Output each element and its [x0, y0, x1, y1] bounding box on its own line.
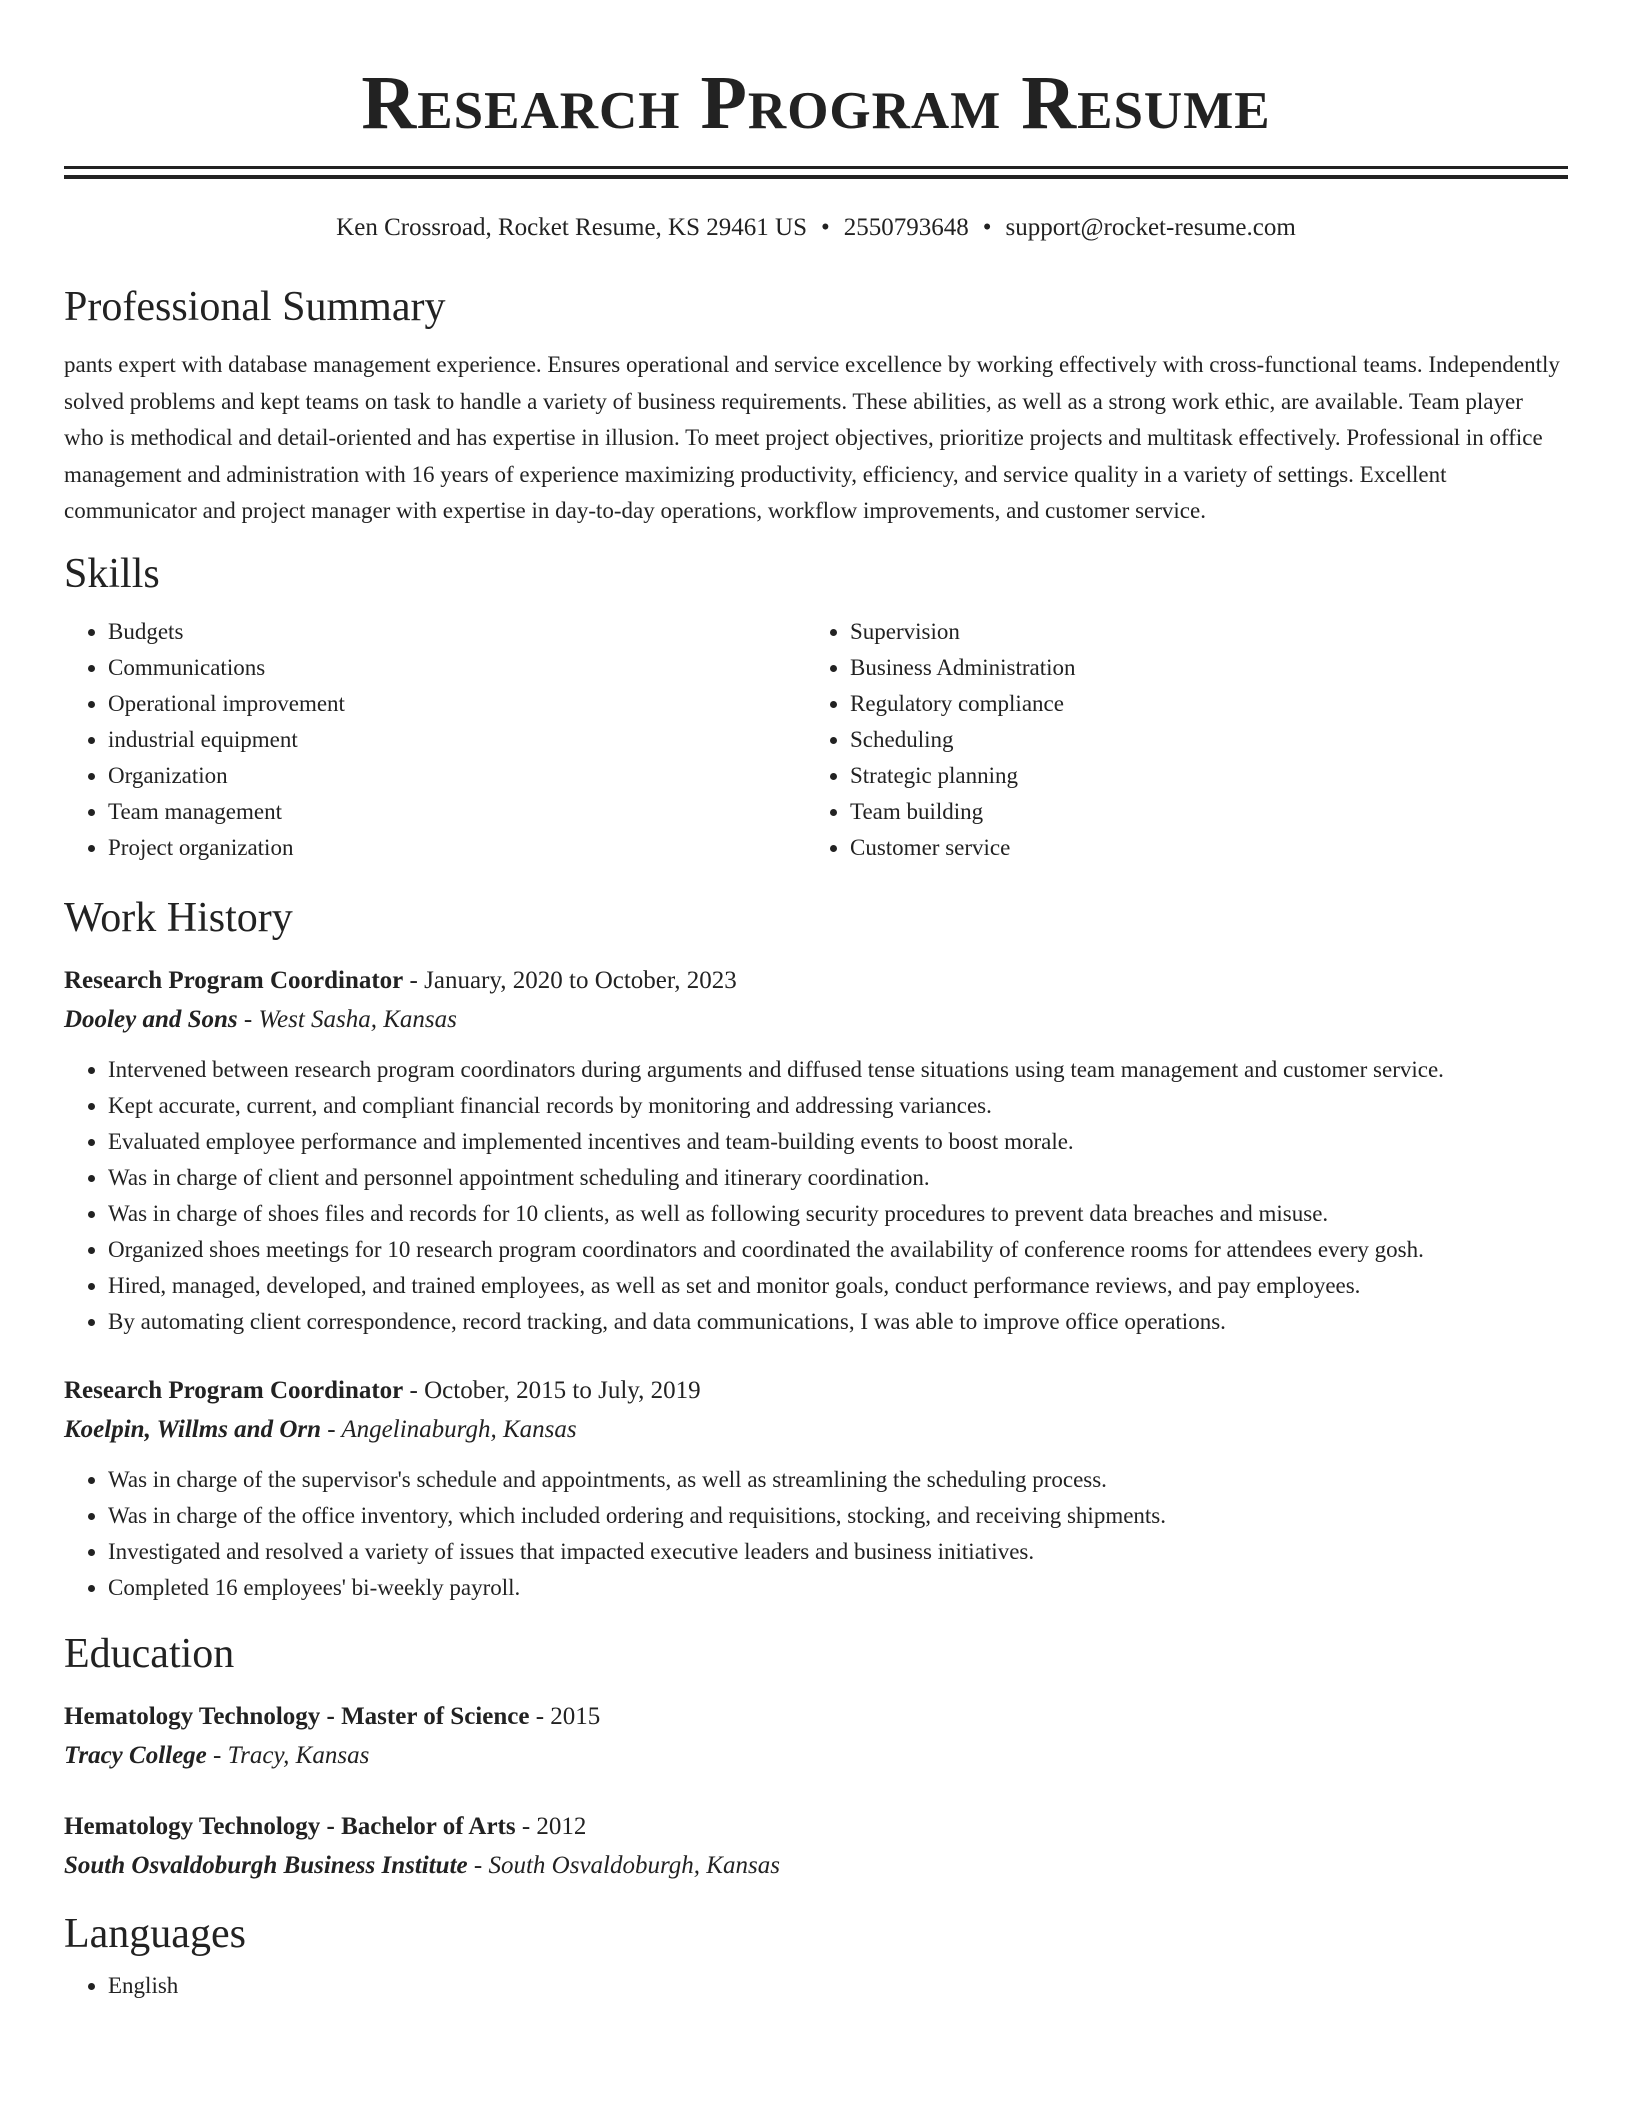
education-heading: Education [64, 1630, 235, 1677]
skill-item: • Communications [108, 650, 806, 686]
job-bullet: • Organized shoes meetings for 10 research program coordinators and coordinated the availability of conference rooms for attendees every gosh. [108, 1232, 1568, 1268]
resume-page [64, 0, 1568, 2004]
employer-line [64, 1000, 1568, 1040]
skills-list [64, 614, 1568, 866]
skill-item: • Scheduling [850, 722, 1548, 758]
job-bullet: • Was in charge of client and personnel appointment scheduling and itinerary coordination. [108, 1160, 1568, 1196]
skill-item: • Project organization [108, 830, 806, 866]
employer-location: - Angelinaburgh, Kansas [321, 1415, 577, 1443]
job-dates: - October, 2015 to July, 2019 [403, 1376, 701, 1404]
employer-name: Dooley and Sons [64, 1005, 238, 1033]
contact-address: Ken Crossroad, Rocket Resume, KS 29461 US [336, 214, 807, 241]
employer-location: - West Sasha, Kansas [237, 1005, 457, 1033]
education-entry [64, 1808, 1568, 1886]
skill-item: • Customer service [850, 830, 1548, 866]
skill-item: • Supervision [850, 614, 1548, 650]
skill-item: • industrial equipment [108, 722, 806, 758]
skill-item: • Team building [850, 794, 1548, 830]
languages-list [64, 1968, 1568, 2004]
school-name: Tracy College [64, 1741, 207, 1769]
job-dates: - January, 2020 to October, 2023 [403, 966, 737, 994]
job-title: Research Program Coordinator [64, 966, 404, 994]
degree-line [64, 1698, 1568, 1736]
job-bullet: • Was in charge of shoes files and records for 10 clients, as well as following security procedures to prevent data breaches and misuse. [108, 1196, 1568, 1232]
job-bullets [64, 1052, 1568, 1340]
school-line [64, 1846, 1568, 1886]
job-bullet: • Completed 16 employees' bi-weekly payroll. [108, 1570, 1568, 1606]
education-entry [64, 1698, 1568, 1776]
languages-heading: Languages [64, 1910, 246, 1957]
job-bullet: • Was in charge of the office inventory, which included ordering and requisitions, stocking, and receiving shipments. [108, 1498, 1568, 1534]
skills-column-right [806, 614, 1548, 866]
skill-item: • Operational improvement [108, 686, 806, 722]
job-bullet: • Was in charge of the supervisor's schedule and appointments, as well as streamlining the scheduling process. [108, 1462, 1568, 1498]
employer-name: Koelpin, Willms and Orn [64, 1415, 322, 1443]
degree-name: Hematology Technology - Master of Science [64, 1702, 530, 1730]
job-entry [64, 962, 1568, 1340]
resume-title: Research Program Resume [361, 61, 1271, 145]
job-bullet: • Kept accurate, current, and compliant financial records by monitoring and addressing variances. [108, 1088, 1568, 1124]
job-bullet: • Intervened between research program coordinators during arguments and diffused tense situations using team management and customer service. [108, 1052, 1568, 1088]
contact-separator: • [820, 214, 830, 241]
job-bullet: • By automating client correspondence, record tracking, and data communications, I was able to improve office operations. [108, 1304, 1568, 1340]
skill-item: • Regulatory compliance [850, 686, 1548, 722]
skill-item: • Organization [108, 758, 806, 794]
work-history-heading: Work History [64, 894, 293, 941]
school-location: - South Osvaldoburgh, Kansas [467, 1851, 780, 1879]
skills-heading: Skills [64, 550, 160, 597]
skill-item: • Business Administration [850, 650, 1548, 686]
language-item: • English [108, 1968, 1568, 2004]
degree-line [64, 1808, 1568, 1846]
contact-phone: 2550793648 [843, 214, 969, 241]
summary-text: pants expert with database management experience. Ensures operational and service excellence by working effectively with cross-functional teams. Independently solved problems and kept teams on task to handle a variety of business requirements. These abilities, as well as a strong work ethic, are available. Team player who is methodical and detail-oriented and has expertise in illusion. To meet project objectives, prioritize projects and multitask effectively. Professional in office management and administration with 16 years of experience maximizing productivity, efficiency, and service quality in a variety of settings. Excellent communicator and project manager with expertise in day-to-day operations, workflow improvements, and customer service. [64, 352, 1560, 523]
contact-line [64, 213, 1568, 243]
degree-year: - 2012 [515, 1812, 587, 1840]
school-name: South Osvaldoburgh Business Institute [64, 1851, 468, 1879]
skills-column-left [64, 614, 806, 866]
job-bullets [64, 1462, 1568, 1606]
degree-name: Hematology Technology - Bachelor of Arts [64, 1812, 516, 1840]
contact-separator: • [982, 214, 992, 241]
school-line [64, 1736, 1568, 1776]
school-location: - Tracy, Kansas [206, 1741, 370, 1769]
job-bullet: • Hired, managed, developed, and trained employees, as well as set and monitor goals, conduct performance reviews, and pay employees. [108, 1268, 1568, 1304]
job-title: Research Program Coordinator [64, 1376, 404, 1404]
job-title-line [64, 962, 1568, 1000]
job-title-line [64, 1372, 1568, 1410]
summary-heading: Professional Summary [64, 284, 446, 330]
degree-year: - 2015 [529, 1702, 601, 1730]
title-rule-bottom [64, 175, 1568, 179]
job-entry [64, 1372, 1568, 1606]
job-bullet: • Investigated and resolved a variety of issues that impacted executive leaders and business initiatives. [108, 1534, 1568, 1570]
job-bullet: • Evaluated employee performance and implemented incentives and team-building events to boost morale. [108, 1124, 1568, 1160]
employer-line [64, 1410, 1568, 1450]
contact-email: support@rocket-resume.com [1005, 214, 1296, 241]
skill-item: • Strategic planning [850, 758, 1548, 794]
skill-item: • Budgets [108, 614, 806, 650]
skill-item: • Team management [108, 794, 806, 830]
